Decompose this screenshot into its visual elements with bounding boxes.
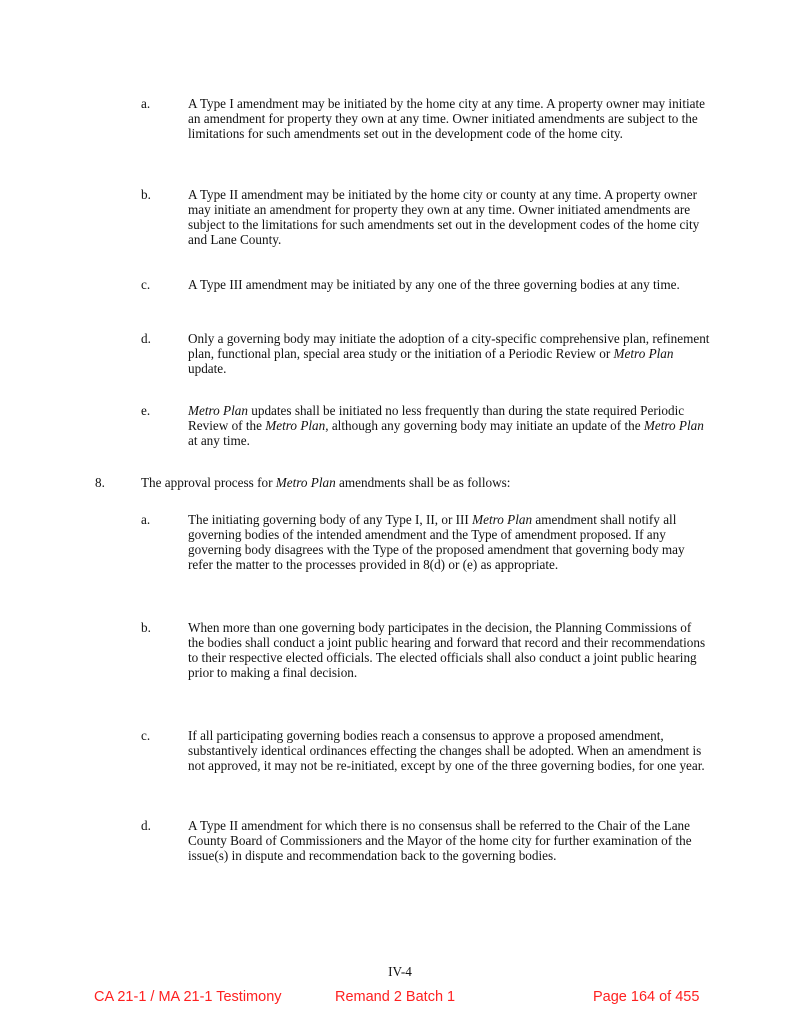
item-label: e. — [141, 403, 151, 418]
item-text — [188, 403, 710, 448]
item-label: a. — [141, 96, 151, 111]
plan-title: Metro Plan — [265, 418, 326, 433]
text-run: update. — [188, 361, 227, 376]
item-label: d. — [141, 818, 151, 833]
item-text: A Type II amendment may be initiated by the home city or county at any time. A property owner may initiate an amendment for property they own at any time. Owner initiated amendments are subject to the limitations for such amendments set out in the development codes of the home city and Lane County. — [188, 187, 700, 247]
item-label: c. — [141, 277, 151, 292]
section-label: 8. — [95, 475, 105, 490]
text-run: Only a governing body may initiate the adoption of a city-specific comprehensive plan, refinement plan, functional plan, special area study or the initiation of a Periodic Review or — [188, 331, 710, 361]
footer-left: CA 21-1 / MA 21-1 Testimony — [94, 989, 282, 1005]
item-text: A Type III amendment may be initiated by any one of the three governing bodies at any time. — [188, 277, 680, 292]
text-run: updates shall be initiated no less frequently than during the state required Periodic Review of the — [188, 403, 685, 433]
plan-title: Metro Plan — [472, 512, 533, 527]
plan-title: Metro Plan — [188, 403, 248, 418]
item-text — [188, 331, 710, 376]
item-label: b. — [141, 620, 151, 635]
item-text: If all participating governing bodies reach a consensus to approve a proposed amendment, substantively identical ordinances effecting the changes shall be adopted. When an amendment is not approved, it may not be re-initiated, except by one of the three governing bodies, for one year. — [188, 728, 705, 773]
text-run: , although any governing body may initiate an update of the — [325, 418, 644, 433]
text-run: The approval process for — [141, 475, 276, 490]
section-text — [141, 475, 701, 490]
item-label: b. — [141, 187, 151, 202]
item-text: When more than one governing body participates in the decision, the Planning Commissions of the bodies shall conduct a joint public hearing and forward that record and their recommendations to their respective elected officials. The elected officials shall also conduct a joint public hearing prior to making a final decision. — [188, 620, 706, 680]
text-run: amendments shall be as follows: — [335, 475, 511, 490]
plan-title: Metro Plan — [643, 418, 704, 433]
text-run: at any time. — [188, 433, 250, 448]
plan-title: Metro Plan — [613, 346, 674, 361]
item-label: a. — [141, 512, 151, 527]
footer-right: Page 164 of 455 — [593, 989, 700, 1005]
page-number: IV-4 — [388, 964, 412, 979]
text-run: The initiating governing body of any Type I, II, or III — [188, 512, 473, 527]
item-label: c. — [141, 728, 151, 743]
item-label: d. — [141, 331, 151, 346]
plan-title: Metro Plan — [275, 475, 336, 490]
item-text: A Type I amendment may be initiated by the home city at any time. A property owner may initiate an amendment for property they own at any time. Owner initiated amendments are subject to the limitations for such amendments set out in the development code of the home city. — [188, 96, 706, 141]
text-run: amendment shall notify all governing bodies of the intended amendment and the Type of amendment proposed. If any governing body disagrees with the Type of the proposed amendment that governing body may refer the matter to the processes provided in 8(d) or (e) as appropriate. — [188, 512, 685, 572]
item-text — [188, 512, 710, 572]
footer-center: Remand 2 Batch 1 — [335, 989, 456, 1005]
item-text: A Type II amendment for which there is no consensus shall be referred to the Chair of the Lane County Board of Commissioners and the Mayor of the home city for further examination of the issue(s) in dispute and recommendation back to the governing bodies. — [188, 818, 692, 863]
